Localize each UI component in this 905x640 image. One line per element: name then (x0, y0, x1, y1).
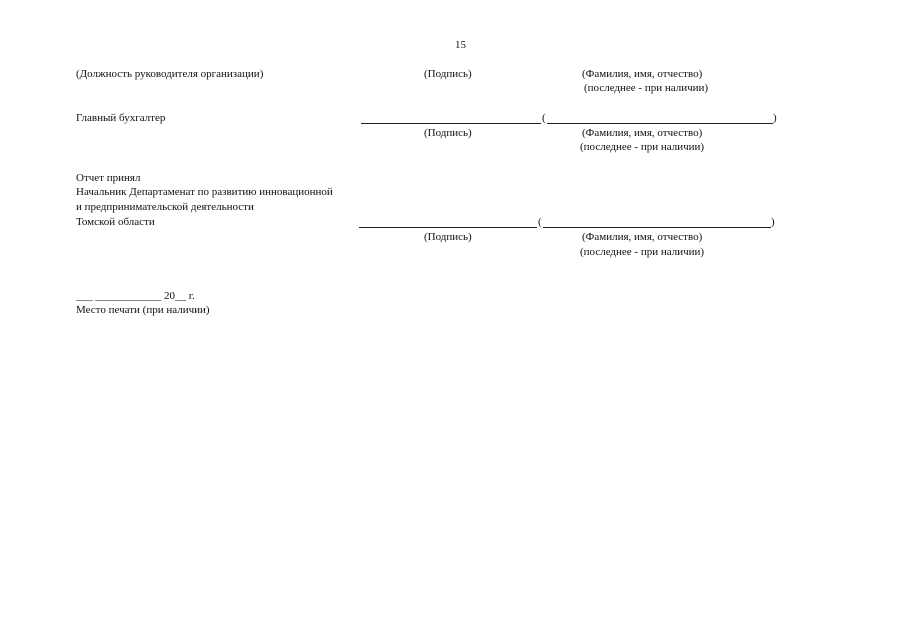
region-name: Томской области (76, 216, 155, 228)
page-number: 15 (455, 39, 466, 51)
department-head-name-caption-note: (последнее - при наличии) (580, 246, 705, 258)
report-accepted-label: Отчет принял (76, 172, 141, 184)
chief-accountant-paren-open: ( (542, 112, 546, 124)
department-head-name-line (543, 227, 771, 228)
department-head-paren-open: ( (538, 216, 542, 228)
head-name-caption-note: (последнее - при наличии) (584, 82, 709, 94)
chief-accountant-signature-line (361, 123, 541, 124)
department-head-name-caption: (Фамилия, имя, отчество) (582, 231, 703, 243)
department-head-signature-line (359, 227, 537, 228)
department-head-signature-caption: (Подпись) (424, 231, 472, 243)
head-signature-caption: (Подпись) (424, 68, 472, 80)
position-caption: (Должность руководителя организации) (76, 68, 264, 80)
department-head-paren-close: ) (771, 216, 775, 228)
chief-accountant-paren-close: ) (773, 112, 777, 124)
chief-accountant-name-caption-note: (последнее - при наличии) (580, 141, 705, 153)
chief-accountant-name-caption: (Фамилия, имя, отчество) (582, 127, 703, 139)
department-name: и предпринимательской деятельности (76, 201, 254, 213)
department-head-title: Начальник Департаменат по развитию инновационной (76, 186, 333, 198)
chief-accountant-signature-caption: (Подпись) (424, 127, 472, 139)
date-line: ___ ____________ 20__ г. (76, 290, 195, 302)
stamp-place-label: Место печати (при наличии) (76, 304, 210, 316)
head-name-caption: (Фамилия, имя, отчество) (582, 68, 703, 80)
chief-accountant-name-line (547, 123, 773, 124)
chief-accountant-label: Главный бухгалтер (76, 112, 166, 124)
